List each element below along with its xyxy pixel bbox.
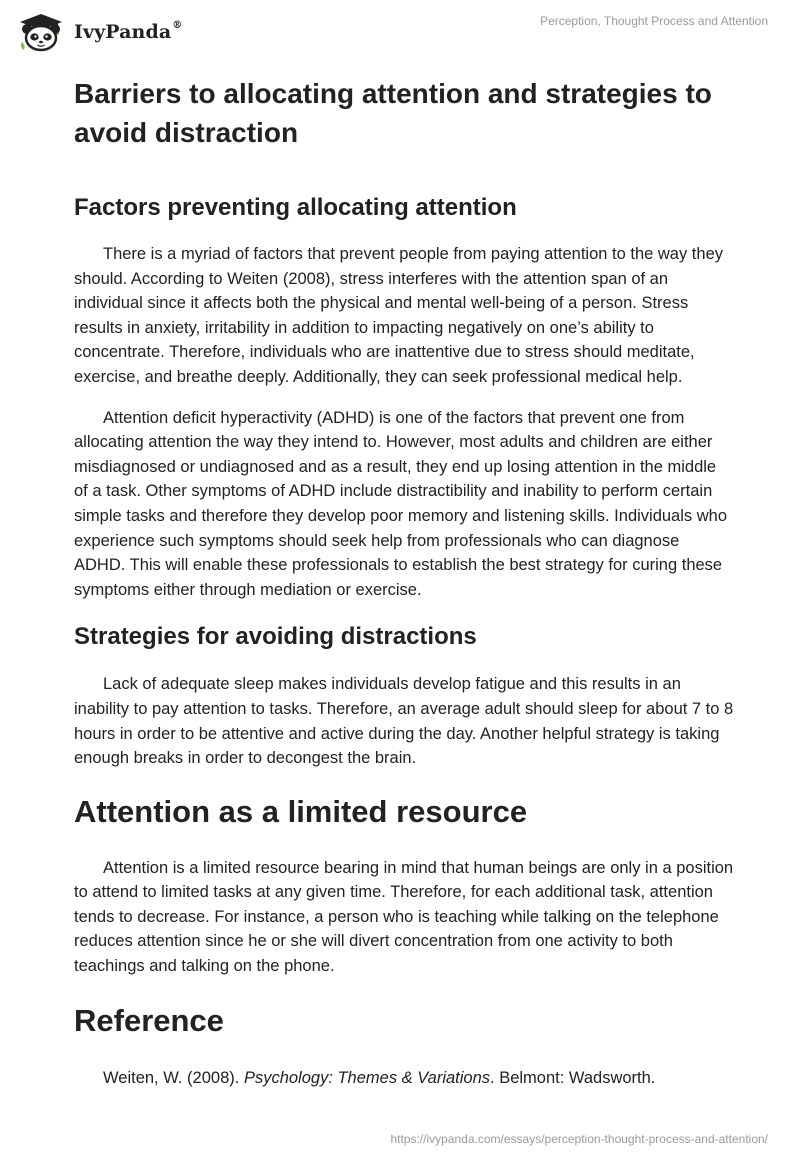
article-body	[74, 74, 734, 1090]
section-heading-limited-resource: Attention as a limited resource	[74, 793, 528, 829]
article-title: Barriers to allocating attention and strategies to avoid distraction	[74, 78, 712, 148]
brand-logo[interactable]	[18, 12, 182, 52]
reference-author: Weiten, W. (2008).	[103, 1068, 240, 1087]
registered-mark: ®	[172, 19, 183, 31]
reference-book-title: Psychology: Themes & Variations	[243, 1068, 491, 1087]
brand-name: IvyPanda®	[74, 19, 183, 43]
reference-publisher: . Belmont: Wadsworth.	[490, 1068, 656, 1087]
paragraph: Lack of adequate sleep makes individuals develop fatigue and this results in an inability to pay attention to tasks. Therefore, an average adult should sleep for about 7 to 8 hours in order to be attentive and active during the day. Another helpful strategy is taking enough breaks in order to decongest the brain.	[74, 675, 734, 768]
paragraph: Attention deficit hyperactivity (ADHD) is one of the factors that prevent one from allocating attention the way they intend to. However, most adults and children are either misdiagnosed or undiagnosed and as a result, they end up losing attention in the middle of a task. Other symptoms of ADHD include distractibility and inability to perform certain simple tasks and therefore they develop poor memory and listening skills. Individuals who experience such symptoms should seek help from professionals who can diagnose ADHD. This will enable these professionals to establish the best strategy for curing these symptoms either through mediation or exercise.	[74, 408, 727, 599]
reference-entry	[74, 1066, 734, 1091]
source-url[interactable]: https://ivypanda.com/essays/perception-thought-process-and-attention/	[390, 1132, 768, 1146]
panda-graduate-icon	[18, 12, 64, 52]
document-title: Perception, Thought Process and Attention	[540, 14, 768, 28]
section-heading-reference: Reference	[74, 1002, 224, 1038]
section-heading-strategies: Strategies for avoiding distractions	[74, 623, 477, 651]
paragraph: Attention is a limited resource bearing in mind that human beings are only in a position to attend to limited tasks at any given time. Therefore, for each additional task, attention tends to decrease. For instance, a person who is teaching while talking on the telephone reduces attention since he or she will divert concentration from one activity to both teachings and talking on the phone.	[74, 858, 734, 976]
section-heading-factors: Factors preventing allocating attention	[74, 194, 517, 221]
paragraph: There is a myriad of factors that prevent people from paying attention to the way they should. According to Weiten (2008), stress interferes with the attention span of an individual since it affects both the physical and mental well-being of a person. Stress results in anxiety, irritability in addition to impacting negatively on one’s ability to concentrate. Therefore, individuals who are inattentive due to stress should meditate, exercise, and breathe deeply. Additionally, they can seek professional medical help.	[74, 245, 723, 386]
page-header	[0, 0, 800, 60]
